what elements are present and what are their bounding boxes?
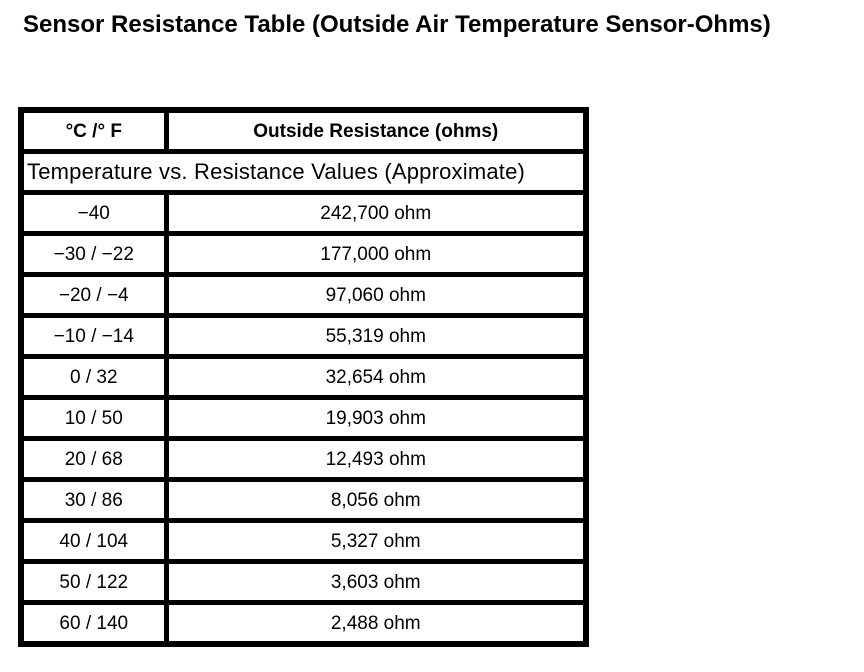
table-row [21, 234, 586, 275]
temp-cell: −40 [21, 193, 166, 234]
resistance-cell: 3,603 ohm [166, 562, 586, 603]
resistance-cell: 19,903 ohm [166, 398, 586, 439]
temp-cell: 0 / 32 [21, 357, 166, 398]
resistance-cell: 177,000 ohm [166, 234, 586, 275]
table-row [21, 316, 586, 357]
table-subheader: Temperature vs. Resistance Values (Approximate) [21, 152, 586, 193]
table-header-row [21, 110, 586, 152]
resistance-cell: 12,493 ohm [166, 439, 586, 480]
table-row [21, 480, 586, 521]
temp-cell: 50 / 122 [21, 562, 166, 603]
table-row [21, 562, 586, 603]
table-row [21, 193, 586, 234]
column-header-temperature: °C /° F [21, 110, 166, 152]
table-row [21, 603, 586, 645]
temp-cell: 10 / 50 [21, 398, 166, 439]
page-title: Sensor Resistance Table (Outside Air Temperature Sensor-Ohms) [23, 11, 771, 38]
resistance-cell: 242,700 ohm [166, 193, 586, 234]
table-row [21, 398, 586, 439]
resistance-cell: 5,327 ohm [166, 521, 586, 562]
temp-cell: 30 / 86 [21, 480, 166, 521]
column-header-resistance: Outside Resistance (ohms) [166, 110, 586, 152]
temp-cell: −20 / −4 [21, 275, 166, 316]
sensor-resistance-table [18, 107, 589, 647]
table-row [21, 521, 586, 562]
table-row [21, 275, 586, 316]
temp-cell: 60 / 140 [21, 603, 166, 645]
resistance-cell: 55,319 ohm [166, 316, 586, 357]
table-row [21, 439, 586, 480]
table-subheader-row [21, 152, 586, 193]
table-row [21, 357, 586, 398]
temp-cell: 40 / 104 [21, 521, 166, 562]
resistance-cell: 32,654 ohm [166, 357, 586, 398]
temp-cell: −10 / −14 [21, 316, 166, 357]
resistance-cell: 8,056 ohm [166, 480, 586, 521]
resistance-cell: 97,060 ohm [166, 275, 586, 316]
resistance-cell: 2,488 ohm [166, 603, 586, 645]
temp-cell: 20 / 68 [21, 439, 166, 480]
temp-cell: −30 / −22 [21, 234, 166, 275]
